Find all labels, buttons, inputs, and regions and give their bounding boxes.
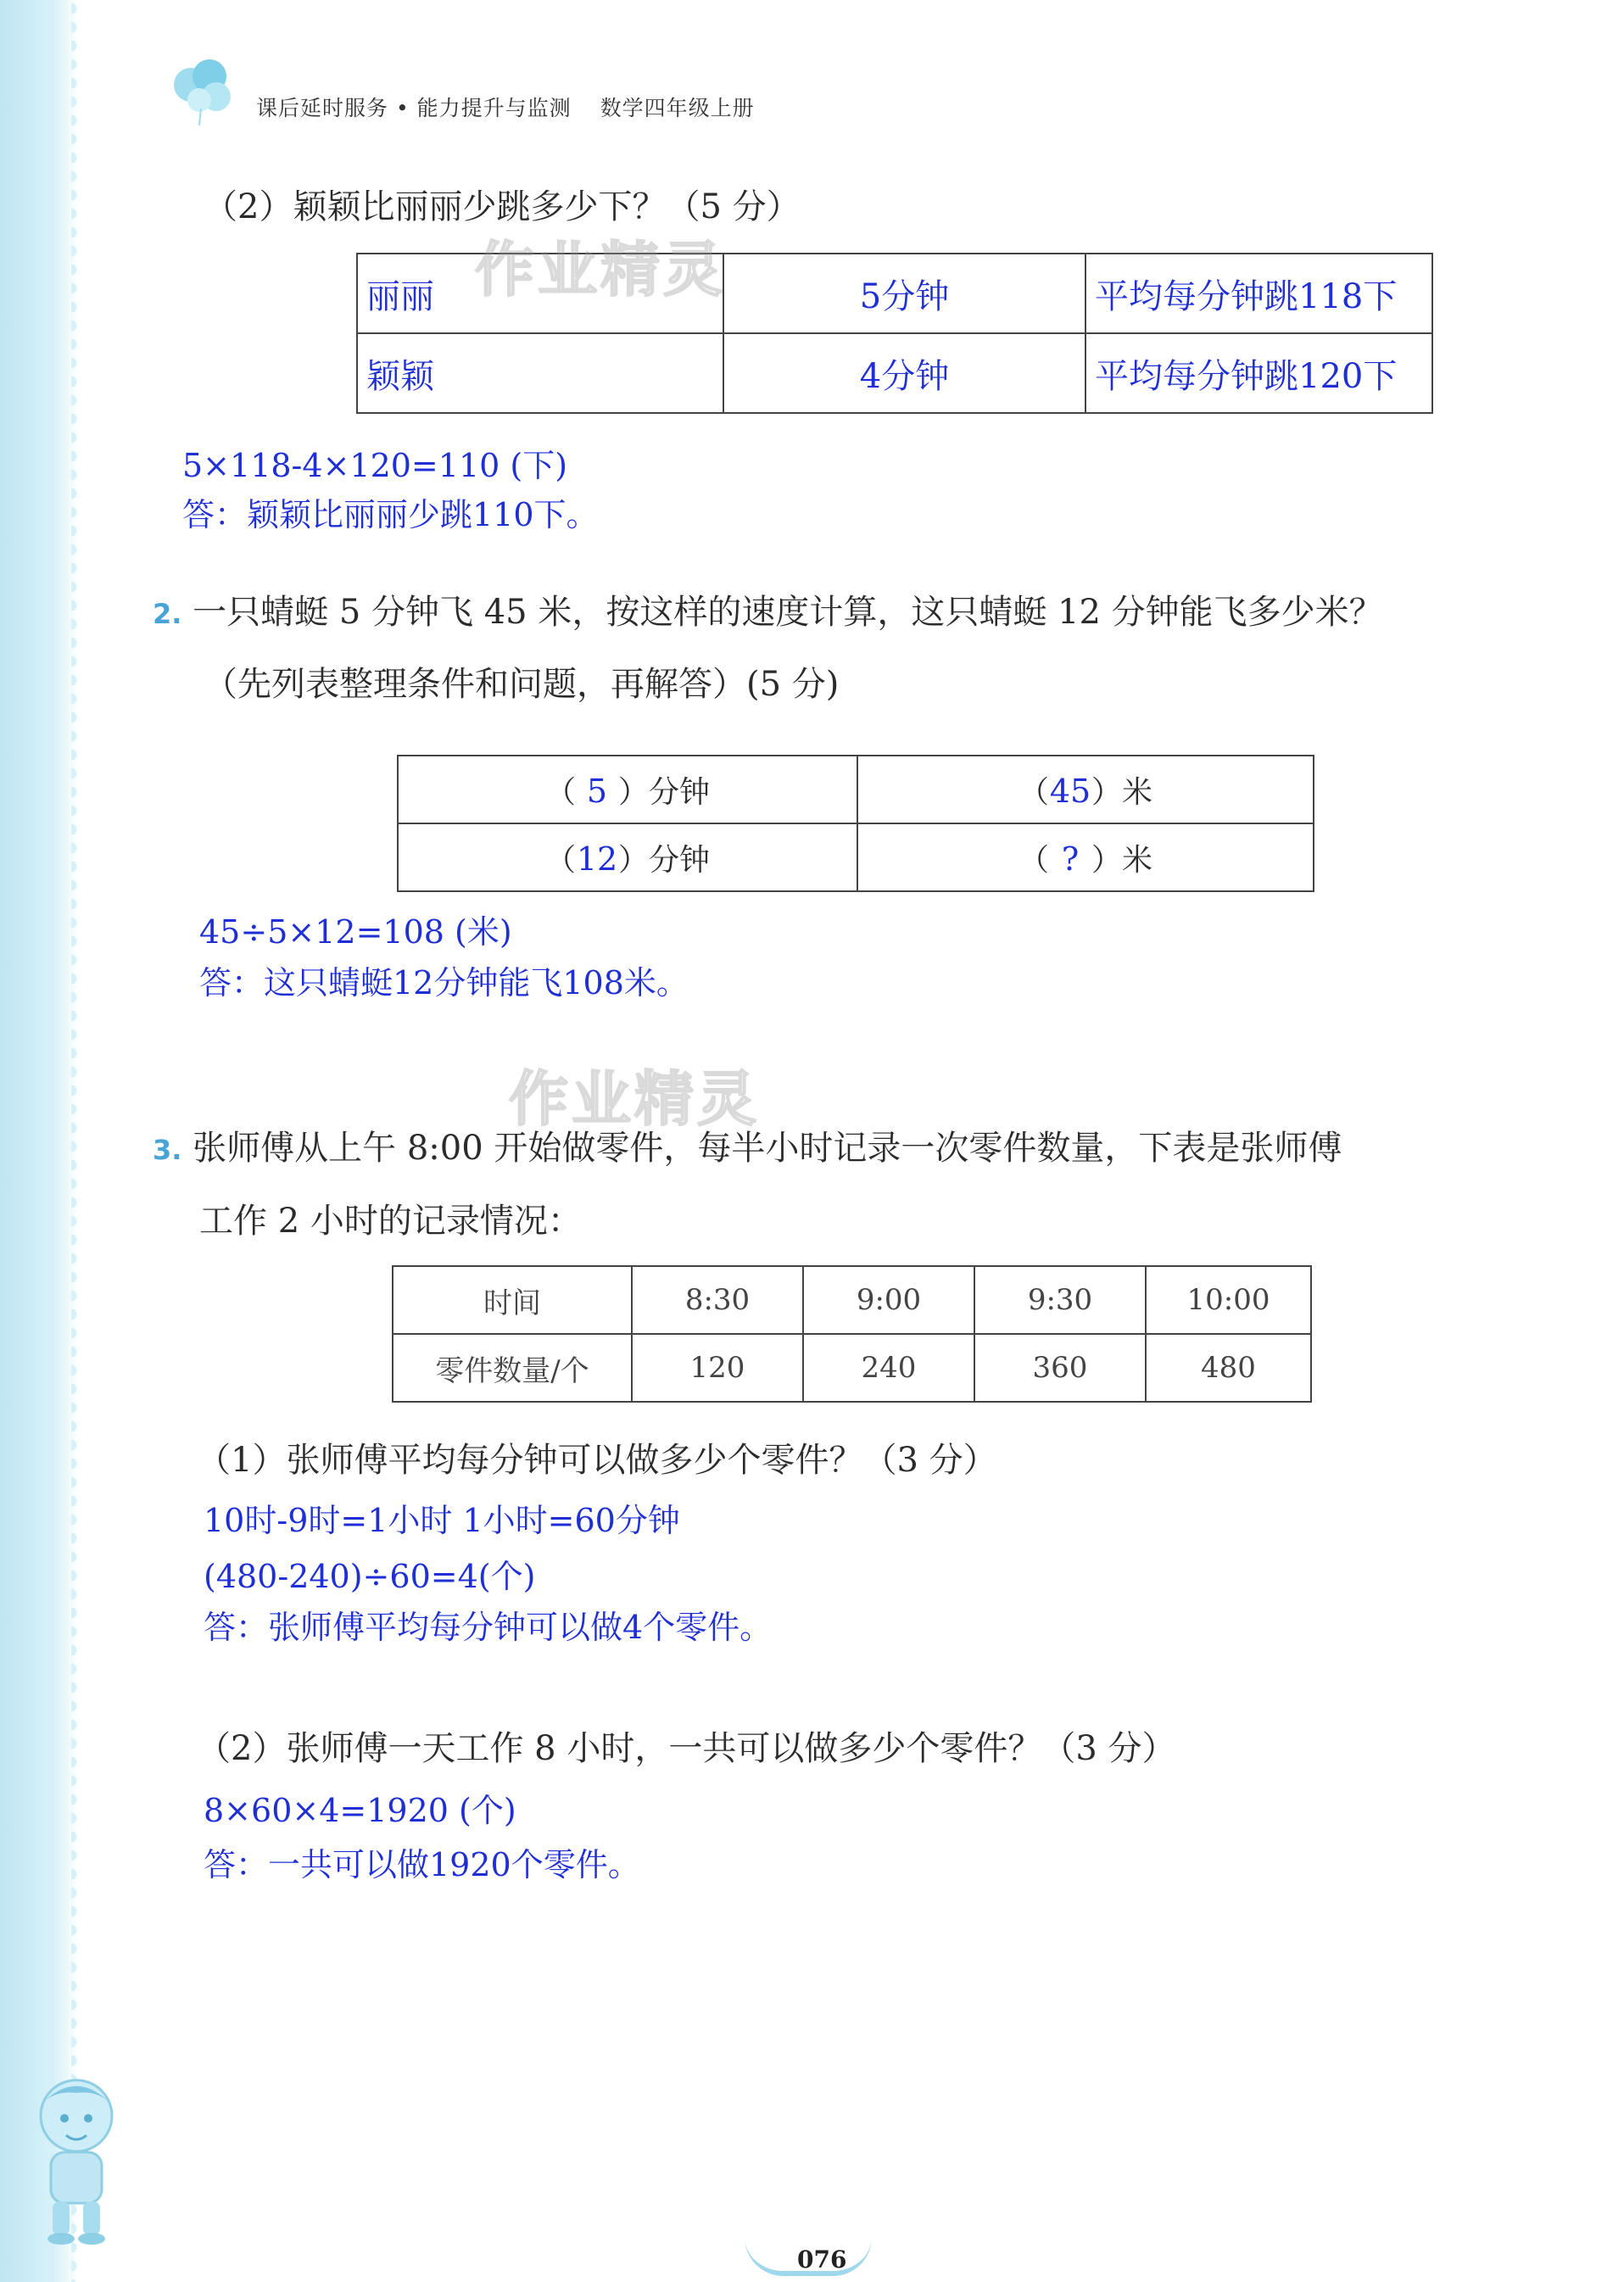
table-cell: 9:30 bbox=[974, 1266, 1146, 1334]
table-cell: （ ? ）米 bbox=[857, 823, 1314, 891]
decorative-side-strip bbox=[0, 0, 78, 2282]
table-row bbox=[393, 1334, 1311, 1402]
table-cell: （45）米 bbox=[857, 756, 1314, 823]
header-series: 课后延时服务 • 能力提升与监测 bbox=[256, 96, 572, 120]
table-row bbox=[393, 1266, 1311, 1334]
q1-part2-question: （2）颖颖比丽丽少跳多少下？（5 分） bbox=[204, 187, 801, 226]
table-cell: 9:00 bbox=[803, 1266, 974, 1334]
header-book: 数学四年级上册 bbox=[600, 96, 755, 120]
q1-part2-calc: 5×118-4×120=110 (下) bbox=[182, 447, 568, 484]
q3-part1-question: （1）张师傅平均每分钟可以做多少个零件？（3 分） bbox=[197, 1441, 997, 1480]
table-cell: 240 bbox=[803, 1334, 974, 1402]
q3-part2-answer: 答：一共可以做1920个零件。 bbox=[204, 1846, 640, 1883]
page-number: 076 bbox=[797, 2246, 847, 2274]
q3-part1-calc1: 10时-9时=1小时 1小时=60分钟 bbox=[204, 1502, 680, 1539]
table-cell: 零件数量/个 bbox=[393, 1334, 632, 1402]
table-row bbox=[398, 756, 1314, 823]
q2-number: 2. bbox=[153, 598, 182, 630]
table-cell: 8:30 bbox=[632, 1266, 803, 1334]
table-cell: 丽丽 bbox=[357, 254, 723, 333]
table-cell: 4分钟 bbox=[723, 333, 1085, 413]
table-row bbox=[398, 823, 1314, 891]
q3-table bbox=[392, 1265, 1312, 1403]
table-cell: （ 5 ）分钟 bbox=[398, 756, 857, 823]
table-cell: 10:00 bbox=[1146, 1266, 1311, 1334]
q3-part1-answer: 答：张师傅平均每分钟可以做4个零件。 bbox=[204, 1609, 773, 1646]
q3-part2-question: （2）张师傅一天工作 8 小时，一共可以做多少个零件？（3 分） bbox=[197, 1729, 1176, 1768]
q2-calc: 45÷5×12=108 (米) bbox=[199, 913, 512, 951]
q3-number: 3. bbox=[153, 1134, 182, 1166]
q3-text1: 张师傅从上午 8:00 开始做零件，每半小时记录一次零件数量，下表是张师傅 bbox=[193, 1129, 1342, 1168]
q3-line2: 工作 2 小时的记录情况： bbox=[199, 1202, 582, 1241]
q2-line2: （先列表整理条件和问题，再解答）(5 分) bbox=[204, 665, 840, 704]
table-row bbox=[357, 333, 1432, 413]
watermark: 作业精灵 bbox=[475, 235, 726, 304]
q2-table bbox=[397, 755, 1314, 892]
table-cell: （12）分钟 bbox=[398, 823, 857, 891]
watermark: 作业精灵 bbox=[509, 1064, 760, 1134]
page-header bbox=[256, 92, 755, 122]
table-cell: 5分钟 bbox=[723, 254, 1085, 333]
table-cell: 平均每分钟跳118下 bbox=[1085, 254, 1432, 333]
q2-text1: 一只蜻蜓 5 分钟飞 45 米，按这样的速度计算，这只蜻蜓 12 分钟能飞多少米？ bbox=[193, 593, 1383, 632]
q3-line1 bbox=[153, 1121, 1342, 1169]
q2-answer: 答：这只蜻蜓12分钟能飞108米。 bbox=[199, 964, 689, 1002]
table-cell: 时间 bbox=[393, 1266, 632, 1334]
table-cell: 480 bbox=[1146, 1334, 1311, 1402]
table-cell: 颖颖 bbox=[357, 333, 723, 413]
q1-part2-answer: 答：颖颖比丽丽少跳110下。 bbox=[182, 496, 599, 533]
cartoon-boy-mascot-icon bbox=[17, 2069, 136, 2247]
balloon-logo-icon bbox=[165, 53, 242, 129]
q3-part1-calc2: (480-240)÷60=4(个) bbox=[204, 1558, 536, 1595]
table-cell: 平均每分钟跳120下 bbox=[1085, 333, 1432, 413]
q2-line1 bbox=[153, 585, 1383, 633]
table-cell: 360 bbox=[974, 1334, 1146, 1402]
table-cell: 120 bbox=[632, 1334, 803, 1402]
q3-part2-calc: 8×60×4=1920 (个) bbox=[204, 1792, 516, 1829]
